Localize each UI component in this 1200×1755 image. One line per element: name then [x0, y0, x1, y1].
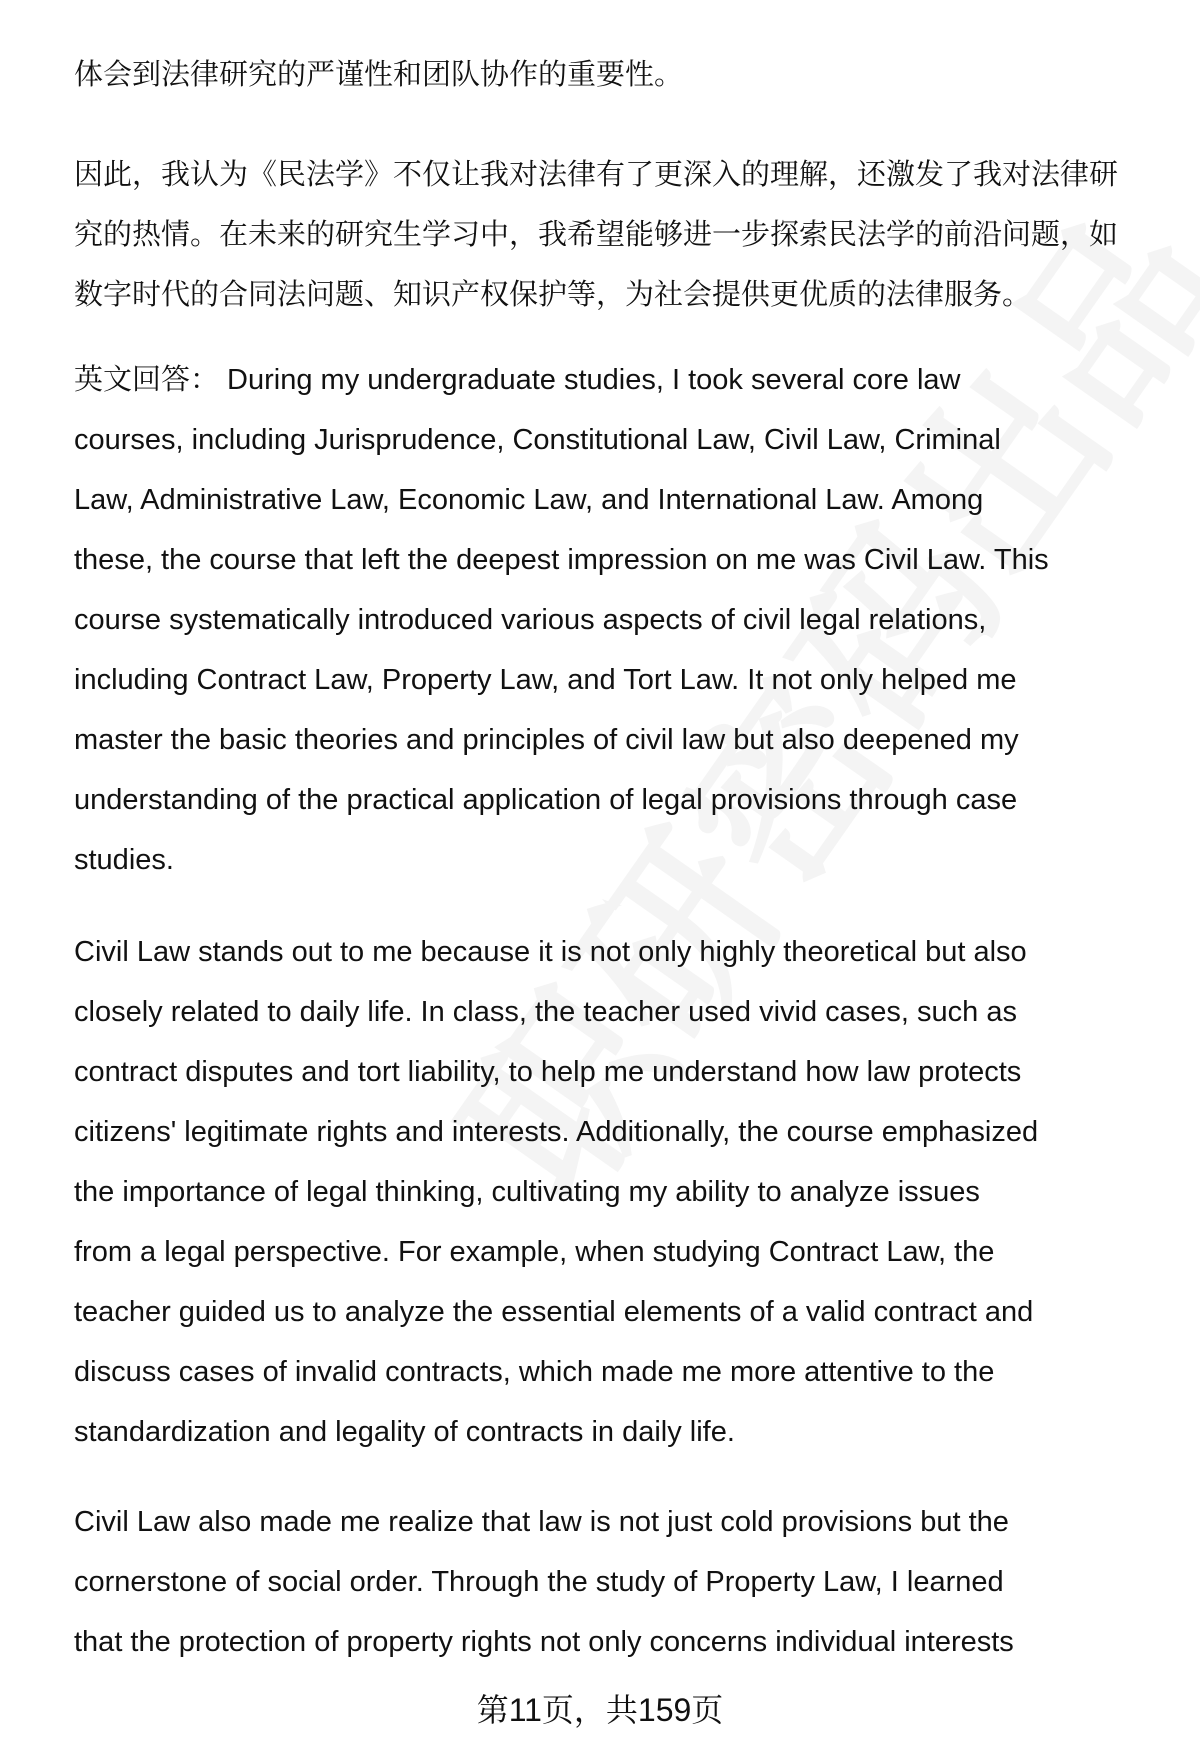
text-line: 究的热情。在未来的研究生学习中，我希望能够进一步探索民法学的前沿问题，如	[74, 219, 1119, 251]
text-line: standardization and legality of contracts in daily life.	[74, 1416, 735, 1448]
text-line: understanding of the practical application of legal provisions through case	[74, 784, 1018, 816]
paragraph-2	[74, 145, 1164, 325]
text-line: cornerstone of social order. Through the study of Property Law, I learned	[74, 1566, 1004, 1598]
text-line: contract disputes and tort liability, to help me understand how law protects	[74, 1056, 1022, 1088]
text-line: that the protection of property rights not only concerns individual interests	[74, 1626, 1014, 1658]
text-line: these, the course that left the deepest impression on me was Civil Law. This	[74, 544, 1049, 576]
text-line: Civil Law stands out to me because it is not only highly theoretical but also	[74, 936, 1027, 968]
text-line: citizens' legitimate rights and interests. Additionally, the course emphasized	[74, 1116, 1039, 1148]
text-line: 因此，我认为《民法学》不仅让我对法律有了更深入的理解，还激发了我对法律研	[74, 159, 1119, 191]
text-line: studies.	[74, 844, 174, 876]
text-line: closely related to daily life. In class, the teacher used vivid cases, such as	[74, 996, 1017, 1028]
text-line: discuss cases of invalid contracts, which made me more attentive to the	[74, 1356, 995, 1388]
text-line: 数字时代的合同法问题、知识产权保护等，为社会提供更优质的法律服务。	[74, 279, 1032, 311]
text-line: including Contract Law, Property Law, and Tort Law. It not only helped me	[74, 664, 1017, 696]
paragraph-1	[74, 45, 1164, 105]
page-number-footer: 第11页，共159页	[476, 1692, 724, 1728]
text-line: Law, Administrative Law, Economic Law, and International Law. Among	[74, 484, 984, 516]
text-line: teacher guided us to analyze the essential elements of a valid contract and	[74, 1296, 1034, 1328]
paragraph-5	[74, 1492, 1164, 1672]
paragraph-3	[74, 350, 1164, 890]
text-line: course systematically introduced various aspects of civil legal relations,	[74, 604, 987, 636]
paragraph-4	[74, 922, 1164, 1462]
text-line: from a legal perspective. For example, when studying Contract Law, the	[74, 1236, 995, 1268]
text-line: courses, including Jurisprudence, Constitutional Law, Civil Law, Criminal	[74, 424, 1001, 456]
text-line: 英文回答： During my undergraduate studies, I took several core law	[74, 364, 961, 396]
text-line: the importance of legal thinking, cultivating my ability to analyze issues	[74, 1176, 980, 1208]
text-line: 体会到法律研究的严谨性和团队协作的重要性。	[74, 59, 684, 91]
text-line: master the basic theories and principles of civil law but also deepened my	[74, 724, 1019, 756]
text-line: Civil Law also made me realize that law is not just cold provisions but the	[74, 1506, 1009, 1538]
